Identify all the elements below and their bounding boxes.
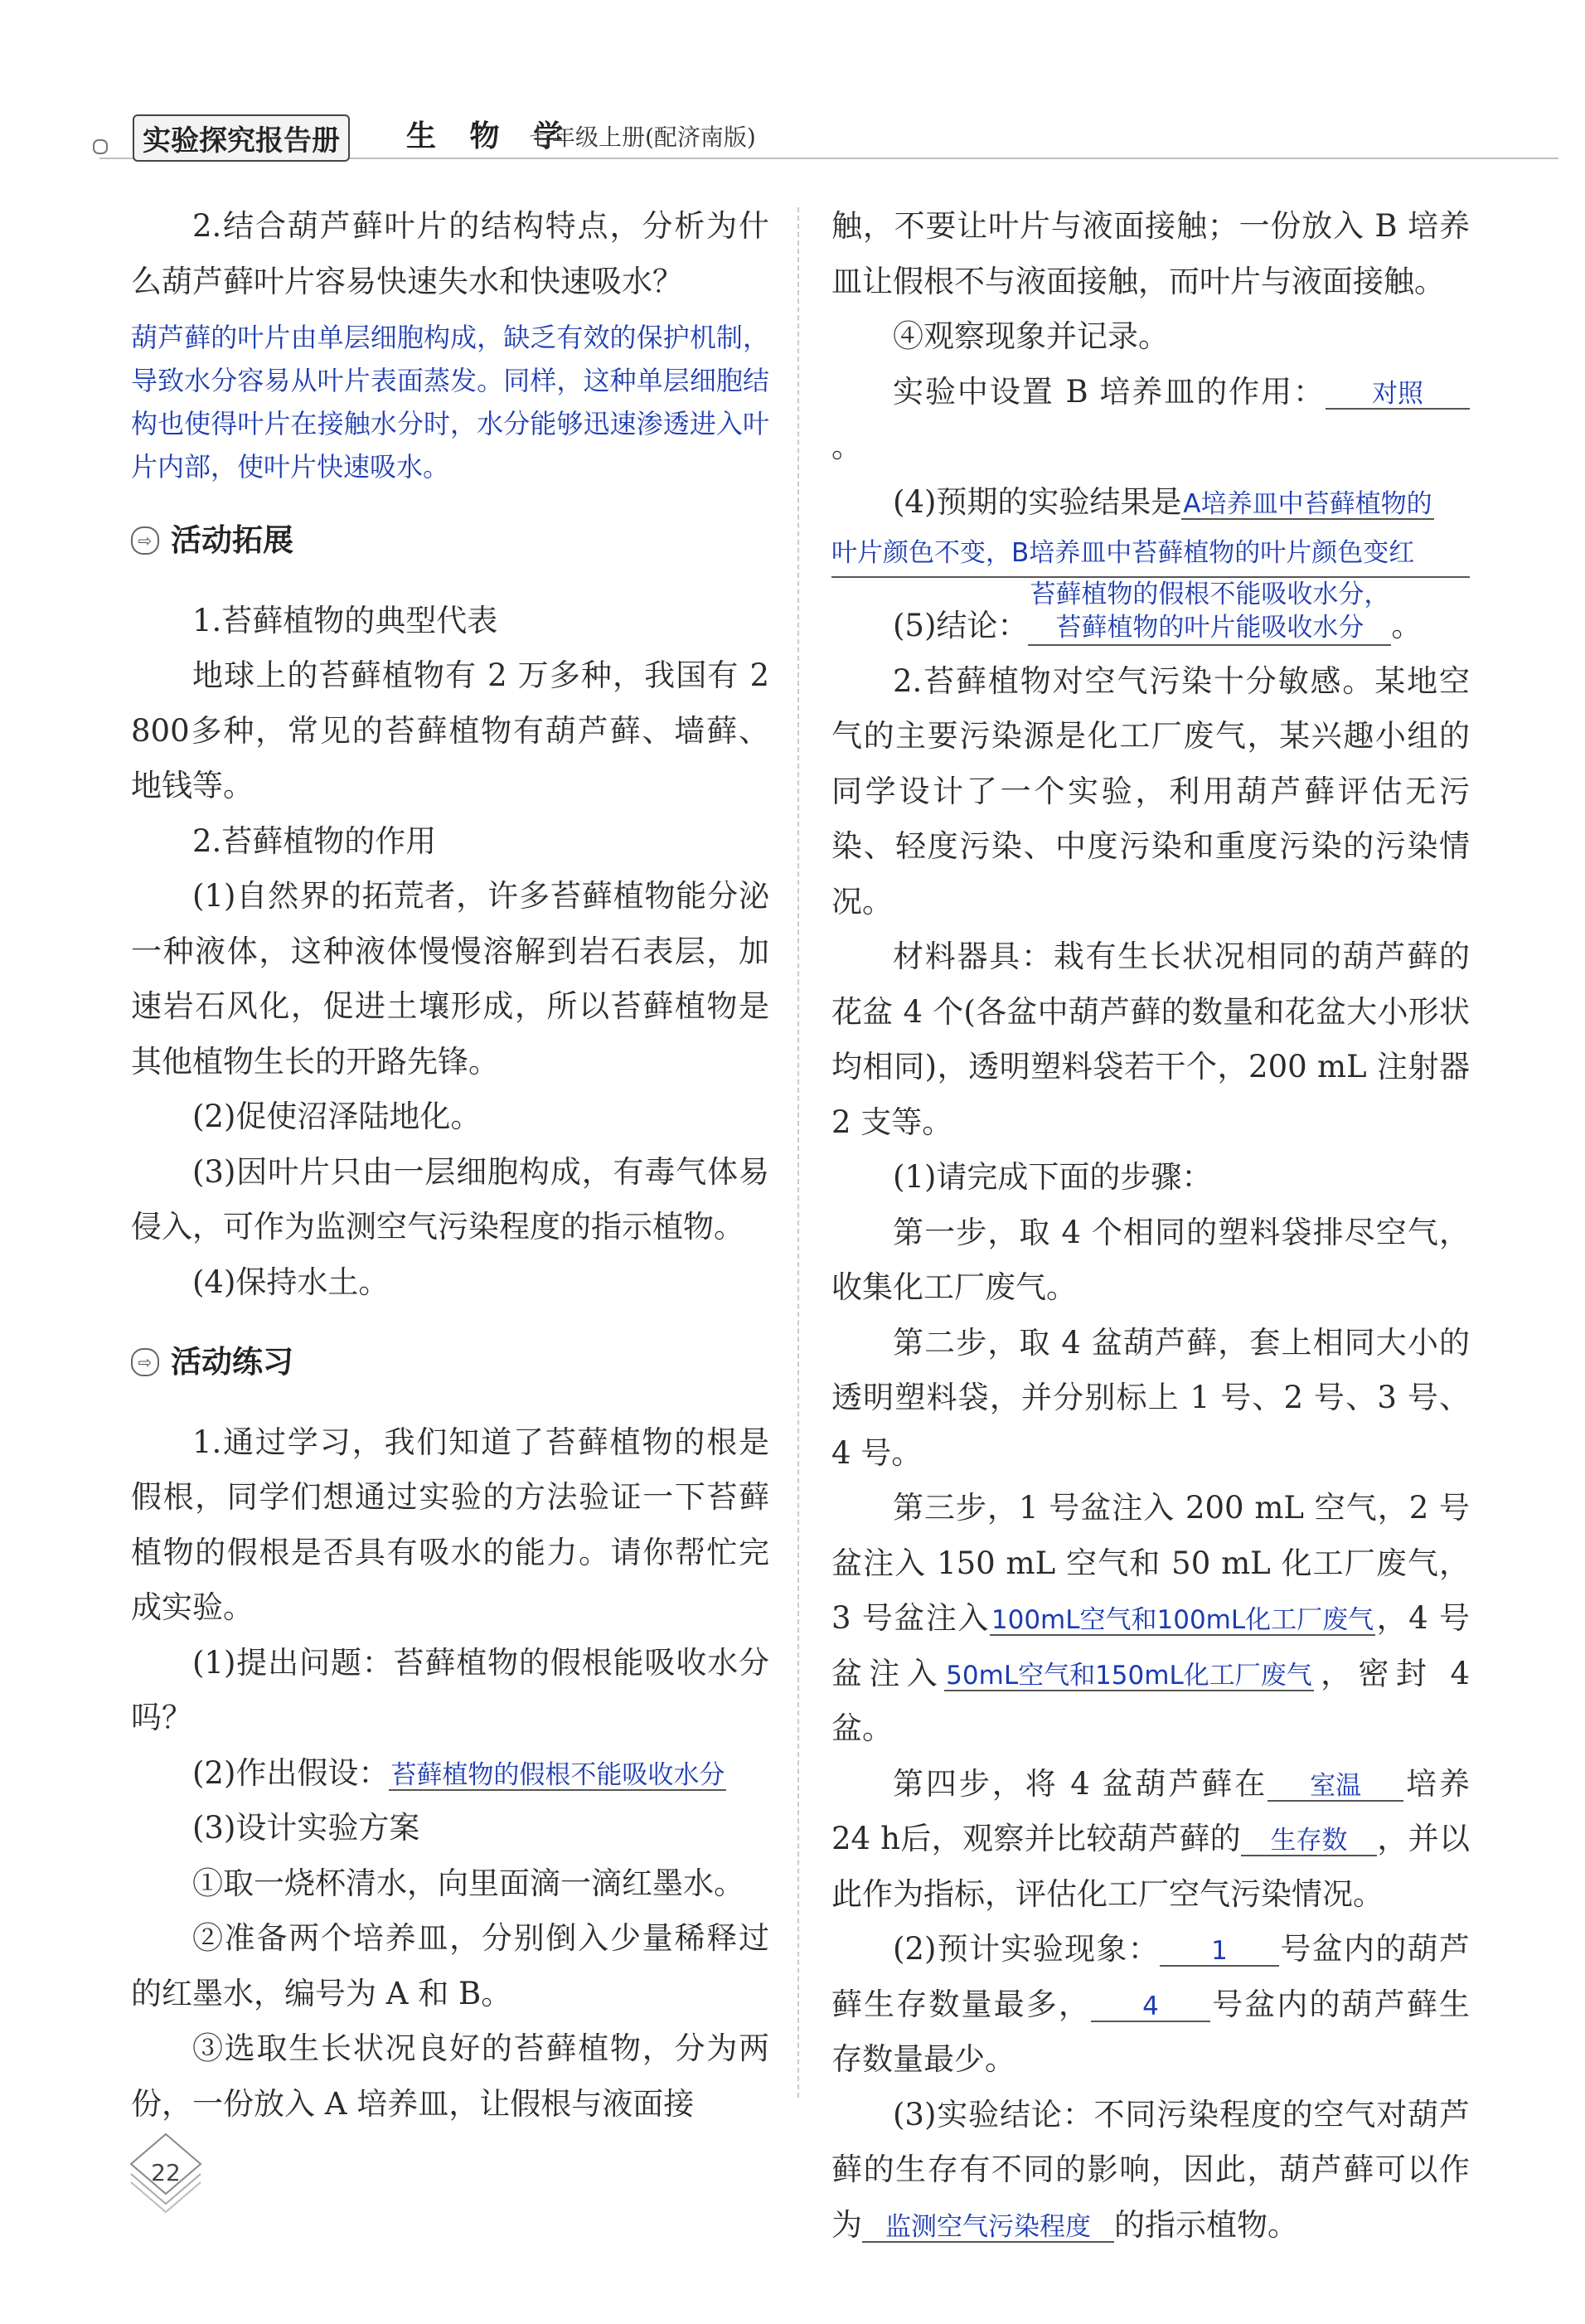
- step-4: [831, 1757, 1470, 1923]
- step-2: 第二步，取 4 盆葫芦藓，套上相同大小的透明塑料袋，并分别标上 1 号、2 号、3 号、4 号。: [831, 1324, 1470, 1471]
- page-number: 22: [151, 2158, 181, 2186]
- step-3-continued: 触，不要让叶片与液面接触；一份放入 B 培养皿让假根不与液面接触，而叶片与液面接触。: [831, 208, 1470, 299]
- exercise-2-intro: 2.苔藓植物对空气污染十分敏感。某地空气的主要污染源是化工厂废气，某兴趣小组的同学设计了一个实验，利用葫芦藓评估无污染、轻度污染、中度污染和重度污染的污染情况。: [831, 662, 1470, 919]
- extension-item-1-text: 地球上的苔藓植物有 2 万多种，我国有 2 800多种，常见的苔藓植物有葫芦藓、墙藓、地钱等。: [131, 657, 769, 803]
- q5-answer-line-1: 苔藓植物的假根不能吸收水分，: [1030, 580, 1390, 609]
- step-4-text-b: 培养 24 h后，观察并比较葫芦藓的: [831, 1765, 1471, 1856]
- exercise-1-intro: 1.通过学习，我们知道了苔藓植物的根是假根，同学们想通过实验的方法验证一下苔藓植物的假根是否具有吸水的能力。请你帮忙完成实验。: [131, 1424, 769, 1625]
- q2-text-b: 号盆内的葫芦藓生存数量最多，: [831, 1931, 1470, 2022]
- extension-point-1: (1)自然界的拓荒者，许多苔藓植物能分泌一种液体，这种液体慢慢溶解到岩石表层，加速岩石风化，促进土壤形成，所以苔藓植物是其他植物生长的开路先锋。: [131, 878, 769, 1080]
- exercise-1-step-3: ③选取生长状况良好的苔藓植物，分为两份，一份放入 A 培养皿，让假根与液面接: [131, 2030, 769, 2122]
- period: 。: [1391, 608, 1423, 643]
- step-4-answer-1[interactable]: 室温: [1268, 1772, 1403, 1802]
- q2-answer-1[interactable]: 1: [1160, 1937, 1279, 1967]
- step-3-text-a: 第三步，1 号盆注入 200 mL 空气，2 号盆注入 150 mL 空气和 50 mL 化工厂废气，3 号盆注入: [831, 1490, 1470, 1636]
- q5-answer[interactable]: [1028, 578, 1391, 646]
- left-column: [131, 199, 769, 2132]
- exercise-1-step-1: ①取一烧杯清水，向里面滴一滴红墨水。: [192, 1865, 744, 1901]
- step-4-text-a: 第四步，将 4 盆葫芦藓在: [893, 1765, 1268, 1802]
- section-title: 活动练习: [171, 1344, 293, 1380]
- exercise-2-q3: [831, 2088, 1470, 2254]
- extension-point-2: (2)促使沼泽陆地化。: [192, 1099, 482, 1134]
- b-dish-role: [831, 365, 1470, 475]
- exercise-1-step-2: ②准备两个培养皿，分别倒入少量稀释过的红墨水，编号为 A 和 B。: [131, 1920, 769, 2011]
- q2-prefix: (2)作出假设：: [192, 1754, 390, 1791]
- step-4-answer-2[interactable]: 生存数: [1241, 1827, 1377, 1856]
- q4-answer-line-2[interactable]: 叶片颜色不变，B培养皿中苔藓植物的叶片颜色变红: [831, 530, 1470, 578]
- hypothesis-answer[interactable]: 苔藓植物的假根不能吸收水分: [390, 1759, 725, 1790]
- exercise-1-q3: (3)设计实验方案: [192, 1810, 420, 1846]
- step-3-text-b: ，4 号盆注入: [831, 1600, 1470, 1691]
- question-2: 2.结合葫芦藓叶片的结构特点，分析为什么葫芦藓叶片容易快速失水和快速吸水？: [131, 208, 769, 299]
- extension-point-4: (4)保持水土。: [192, 1264, 390, 1300]
- b-role-answer[interactable]: 对照: [1326, 380, 1470, 410]
- q4-answer-line-1[interactable]: A培养皿中苔藓植物的: [1183, 488, 1432, 519]
- arrow-circle-icon: ⇨: [131, 1348, 159, 1376]
- book-tag: 实验探究报告册: [133, 114, 350, 162]
- header-dot-icon: [93, 139, 108, 154]
- extension-item-2-title: 2.苔藓植物的作用: [192, 822, 437, 859]
- step-3-answer-2[interactable]: 50mL空气和150mL化工厂废气: [946, 1660, 1312, 1691]
- extension-item-1-title: 1.苔藓植物的典型代表: [192, 602, 498, 638]
- q2-text-c: 号盆内的葫芦藓生存数量最少。: [831, 1986, 1470, 2077]
- b-role-prefix: 实验中设置 B 培养皿的作用：: [893, 373, 1326, 410]
- section-header-practice: [131, 1335, 769, 1390]
- page-header: [0, 0, 1585, 166]
- extension-point-3: (3)因叶片只由一层细胞构成，有毒气体易侵入，可作为监测空气污染程度的指示植物。: [131, 1153, 769, 1244]
- q3-text-b: 的指示植物。: [1114, 2206, 1298, 2243]
- subject-title: 生 物 学: [406, 119, 575, 153]
- section-title: 活动拓展: [171, 522, 293, 558]
- right-column: [831, 199, 1470, 2253]
- arrow-circle-icon: ⇨: [131, 526, 159, 555]
- q2-text-a: (2)预计实验现象：: [893, 1931, 1161, 1967]
- materials: 材料器具：栽有生长状况相同的葫芦藓的花盆 4 个(各盆中葫芦藓的数量和花盆大小形状均相同)，透明塑料袋若干个，200 mL 注射器 2 支等。: [831, 939, 1470, 1140]
- step-3: [831, 1481, 1470, 1757]
- step-1: 第一步，取 4 个相同的塑料袋排尽空气，收集化工厂废气。: [831, 1214, 1470, 1305]
- step-4-text-c: ，并以此作为指标，评估化工厂空气污染情况。: [831, 1821, 1471, 1912]
- exercise-1-step-4: ④观察现象并记录。: [893, 318, 1169, 354]
- exercise-1-q1: (1)提出问题：苔藓植物的假根能吸收水分吗？: [131, 1644, 769, 1735]
- q3-answer[interactable]: 监测空气污染程度: [862, 2213, 1114, 2243]
- conclusion: [831, 578, 1470, 654]
- exercise-2-q2: [831, 1922, 1470, 2088]
- step-3-answer-1[interactable]: 100mL空气和100mL化工厂废气: [991, 1605, 1374, 1635]
- exercise-1-q2: [131, 1746, 769, 1802]
- q2-answer-2[interactable]: 4: [1091, 1992, 1210, 2022]
- grade-label: 七年级上册(配济南版): [529, 124, 756, 151]
- question-2-answer: 葫芦藓的叶片由单层细胞构成，缺乏有效的保护机制，导致水分容易从叶片表面蒸发。同样，这种单层细胞结构也使得叶片在接触水分时，水分能够迅速渗透进入叶片内部，使叶片快速吸水。: [131, 322, 769, 483]
- exercise-2-q1: (1)请完成下面的步骤：: [893, 1159, 1213, 1195]
- column-divider: [797, 207, 799, 2098]
- section-header-extension: [131, 513, 769, 569]
- q4-prefix: (4)预期的实验结果是: [893, 483, 1182, 520]
- q5-prefix: (5)结论：: [893, 608, 1029, 643]
- q5-answer-line-2: 苔藓植物的叶片能吸收水分: [1055, 613, 1364, 643]
- step-3-text-c: ，密封 4 盆。: [831, 1655, 1470, 1746]
- expected-result: [831, 475, 1470, 531]
- q3-text-a: (3)实验结论：不同污染程度的空气对葫芦藓的生存有不同的影响，因此，葫芦藓可以作为: [831, 2096, 1470, 2243]
- period: 。: [831, 429, 862, 464]
